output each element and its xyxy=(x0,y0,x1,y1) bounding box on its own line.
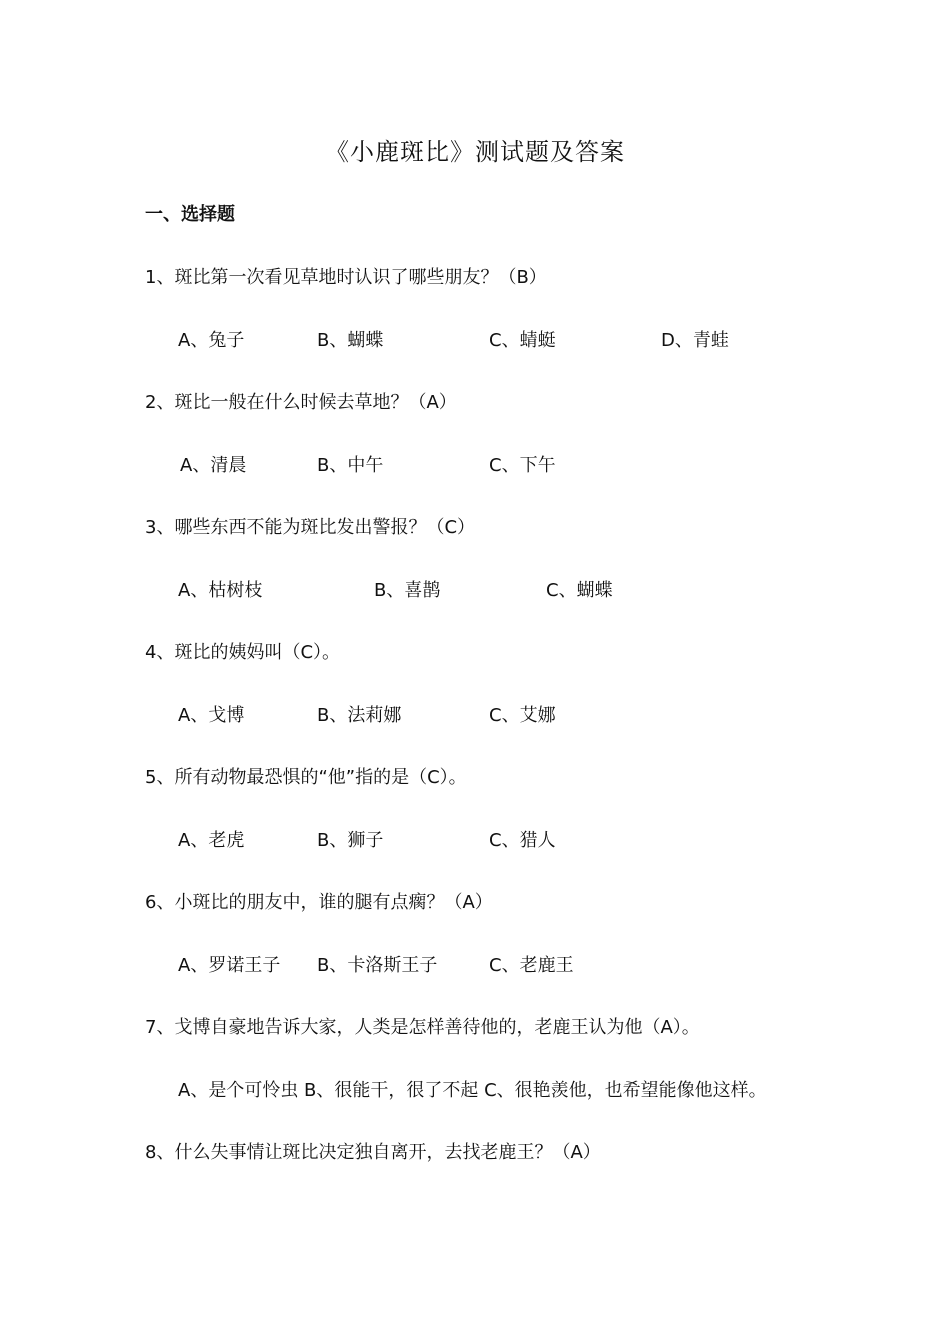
q6-option-c: C、老鹿王 xyxy=(489,955,574,976)
q7-options-line: A、是个可怜虫 B、很能干，很了不起 C、很艳羡他，也希望能像他这样。 xyxy=(178,1080,767,1101)
q4-option-b: B、法莉娜 xyxy=(317,705,402,726)
question-2: 2、斑比一般在什么时候去草地？（A） xyxy=(145,392,457,413)
q5-option-b: B、狮子 xyxy=(317,830,384,851)
document-title: 《小鹿斑比》测试题及答案 xyxy=(325,138,625,166)
q1-option-b: B、蝴蝶 xyxy=(317,330,384,351)
q4-option-a: A、戈博 xyxy=(178,705,245,726)
q6-option-b: B、卡洛斯王子 xyxy=(317,955,438,976)
q2-option-a: A、清晨 xyxy=(180,455,247,476)
q1-option-c: C、蜻蜓 xyxy=(489,330,556,351)
q5-option-a: A、老虎 xyxy=(178,830,245,851)
q2-option-c: C、下午 xyxy=(489,455,556,476)
question-1: 1、斑比第一次看见草地时认识了哪些朋友？（B） xyxy=(145,267,547,288)
question-4: 4、斑比的姨妈叫（C）。 xyxy=(145,642,341,663)
q6-option-a: A、罗诺王子 xyxy=(178,955,281,976)
question-5: 5、所有动物最恐惧的“他”指的是（C）。 xyxy=(145,767,467,788)
q1-option-d: D、青蛙 xyxy=(661,330,729,351)
question-3: 3、哪些东西不能为斑比发出警报？（C） xyxy=(145,517,476,538)
q3-option-b: B、喜鹊 xyxy=(374,580,441,601)
q5-option-c: C、猎人 xyxy=(489,830,556,851)
q1-option-a: A、兔子 xyxy=(178,330,245,351)
q2-option-b: B、中午 xyxy=(317,455,384,476)
section-heading: 一、选择题 xyxy=(145,204,235,225)
question-8: 8、什么失事情让斑比决定独自离开，去找老鹿王？（A） xyxy=(145,1142,601,1163)
question-6: 6、小斑比的朋友中，谁的腿有点瘸？（A） xyxy=(145,892,493,913)
q4-option-c: C、艾娜 xyxy=(489,705,556,726)
q3-option-c: C、蝴蝶 xyxy=(546,580,613,601)
q3-option-a: A、枯树枝 xyxy=(178,580,263,601)
question-7: 7、戈博自豪地告诉大家，人类是怎样善待他的，老鹿王认为他（A）。 xyxy=(145,1017,700,1038)
